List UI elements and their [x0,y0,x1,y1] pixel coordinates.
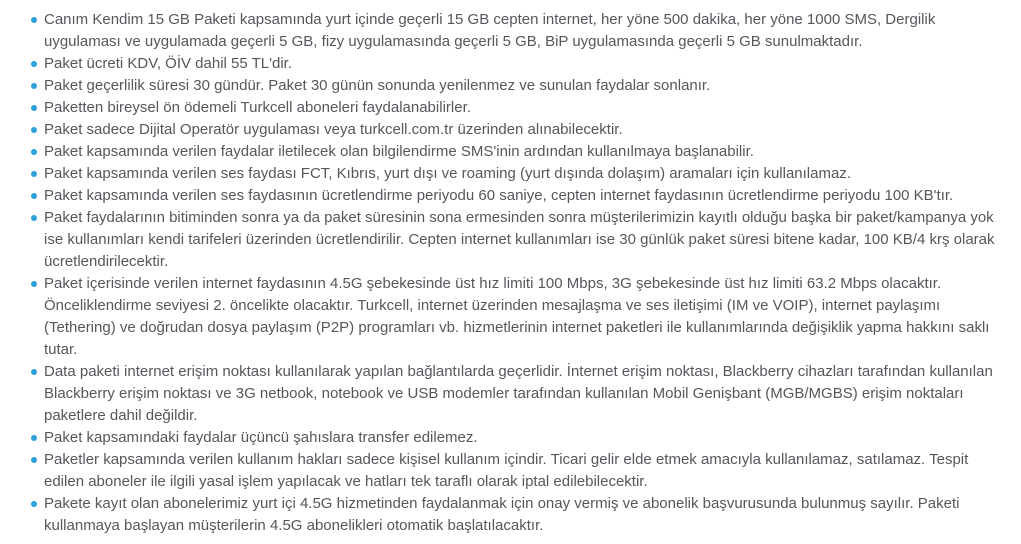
term-item [31,119,995,141]
term-text: Data paketi internet erişim noktası kullanılarak yapılan bağlantılarda geçerlidir. İnternet erişim noktası, Blackberry cihazları tarafından kullanılan Blackberry erişim noktası ve 3G netbook, notebook ve USB modemler tarafından kullanılan Mobil Genişbant (MGB/MGBS) erişim noktaları paketlere dahil değildir. [44,363,993,424]
term-item [31,141,995,163]
term-item [31,75,995,97]
term-item [31,493,995,537]
term-item [31,449,995,493]
term-item [31,9,995,53]
term-text: Paket geçerlilik süresi 30 gündür. Paket 30 günün sonunda yenilenmez ve sunulan faydalar sonlanır. [44,77,711,94]
term-item [31,97,995,119]
term-text: Paketler kapsamında verilen kullanım hakları sadece kişisel kullanım içindir. Ticari gelir elde etmek amacıyla kullanılamaz, satılamaz. Tespit edilen aboneler ile ilgili yasal işlem yapılacak ve hatları tek taraflı olarak iptal edilebilecektir. [44,451,969,490]
bullet-icon [31,215,37,221]
term-text: Paket içerisinde verilen internet faydasının 4.5G şebekesinde üst hız limiti 100 Mbps, 3G şebekesinde üst hız limiti 63.2 Mbps olacaktır. Önceliklendirme seviyesi 2. öncelikte olacaktır. Turkcell, internet üzerinden mesajlaşma ve ses iletişimi (IM ve VOIP), internet paylaşımı (Tethering) ve doğrudan dosya paylaşım (P2P) programları vb. hizmetlerinin internet paketleri ile kullanımlarında değişiklik yapma hakkını saklı tutar. [44,275,990,358]
bullet-icon [31,17,37,23]
term-text: Canım Kendim 15 GB Paketi kapsamında yurt içinde geçerli 15 GB cepten internet, her yöne 500 dakika, her yöne 1000 SMS, Dergilik uygulaması ve uygulamada geçerli 5 GB, fizy uygulamasında geçerli 5 GB, BiP uygulamasında geçerli 5 GB sunulmaktadır. [44,11,936,50]
term-text: Paket kapsamında verilen ses faydası FCT, Kıbrıs, yurt dışı ve roaming (yurt dışında dolaşım) aramaları için kullanılamaz. [44,165,851,182]
term-text: Paket kapsamındaki faydalar üçüncü şahıslara transfer edilemez. [44,429,478,446]
bullet-icon [31,369,37,375]
bullet-icon [31,171,37,177]
bullet-icon [31,149,37,155]
bullet-icon [31,457,37,463]
term-item [31,361,995,427]
term-text: Paket kapsamında verilen ses faydasının ücretlendirme periyodu 60 saniye, cepten internet faydasının ücretlendirme periyodu 100 KB'tır. [44,187,954,204]
term-item [31,185,995,207]
term-text: Pakete kayıt olan abonelerimiz yurt içi 4.5G hizmetinden faydalanmak için onay vermiş ve abonelik başvurusunda bulunmuş sayılır. Paketi kullanmaya başlayan müşterilerin 4.5G abonelikleri otomatik başlatılacaktır. [44,495,960,534]
bullet-icon [31,193,37,199]
bullet-icon [31,105,37,111]
bullet-icon [31,435,37,441]
term-item [31,53,995,75]
term-text: Paket kapsamında verilen faydalar iletilecek olan bilgilendirme SMS'inin ardından kullanılmaya başlanabilir. [44,143,754,160]
term-item [31,163,995,185]
term-item [31,427,995,449]
bullet-icon [31,83,37,89]
term-item [31,273,995,361]
bullet-icon [31,501,37,507]
bullet-icon [31,61,37,67]
term-text: Paketten bireysel ön ödemeli Turkcell aboneleri faydalanabilirler. [44,99,471,116]
term-text: Paket ücreti KDV, ÖİV dahil 55 TL'dir. [44,55,292,72]
term-item [31,207,995,273]
term-text: Paket faydalarının bitiminden sonra ya da paket süresinin sona ermesinden sonra müşterilerimizin kayıtlı olduğu başka bir paket/kampanya yok ise kullanımları kendi tarifeleri üzerinden ücretlendirilir. Cepten internet kullanımları ise 30 günlük paket süresi bitene kadar, 100 KB/4 krş olarak ücretlendirilecektir. [44,209,995,270]
bullet-icon [31,281,37,287]
term-text: Paket sadece Dijital Operatör uygulaması veya turkcell.com.tr üzerinden alınabilecektir. [44,121,623,138]
bullet-icon [31,127,37,133]
